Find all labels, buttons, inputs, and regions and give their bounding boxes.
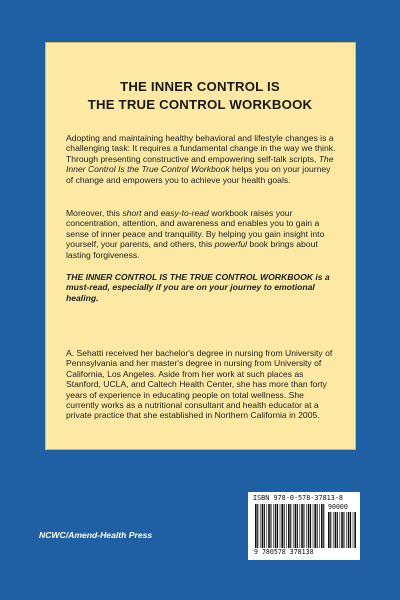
description-paragraph-2 [66,208,336,260]
para1-text-c: helps you on your journey of change and empowers you to achieve your health goals. [66,164,331,185]
para2-powerful: powerful [214,239,248,250]
para2-easy-to-read: easy-to-read [160,208,209,218]
para2-short: short [122,208,142,218]
addon-barcode-bars [328,512,356,548]
title-line-1: THE INNER CONTROL IS [120,79,280,94]
barcode-addon-number: 90000 [328,503,348,511]
barcode [248,492,360,560]
para2-text-c: and [141,208,161,218]
para2-text-e: workbook raises your concentration, attention, and awareness and enables you to gain a sense of inner peace and tranquility. By helping you gain insight into yourself, your parents, and others, this [66,208,325,250]
para2-text-g: book brings about lasting forgiveness. [66,239,318,260]
isbn-text: ISBN 978-0-578-37813-8 [253,494,344,502]
recommendation-paragraph: THE INNER CONTROL IS THE TRUE CONTROL WORKBOOK is a must-read, especially if you are on your journey to emotional healing. [66,272,330,303]
description-paragraph-1 [66,133,336,185]
book-title [0,78,400,114]
ean-barcode-bars [255,504,325,548]
para1-text-a: Adopting and maintaining healthy behavioral and lifestyle changes is a challenging task: It requires a fundamental change in the way we think. Through presenting constructive and empowering self-talk scripts, [66,133,336,164]
para1-book-title: The Inner Control Is the True Control Workbook [66,153,334,175]
para2-text-a: Moreover, this [66,208,123,218]
publisher-name: NCWC/Amend-Health Press [39,530,153,540]
title-line-2: THE TRUE CONTROL WORKBOOK [87,97,313,112]
ean-number: 9 780578 378138 [254,548,314,556]
author-bio-paragraph: A. Sehatti received her bachelor's degree in nursing from University of Pennsylvania and her master's degree in nursing from University of California, Los Angeles. Aside from her work at such places as Stanford, UCLA, and Caltech Health Center, she has more than forty years of experience in educating people on total wellness. She currently works as a nutritional consultant and health educator at a private practice that she established in Northern California in 2005. [66,348,333,421]
